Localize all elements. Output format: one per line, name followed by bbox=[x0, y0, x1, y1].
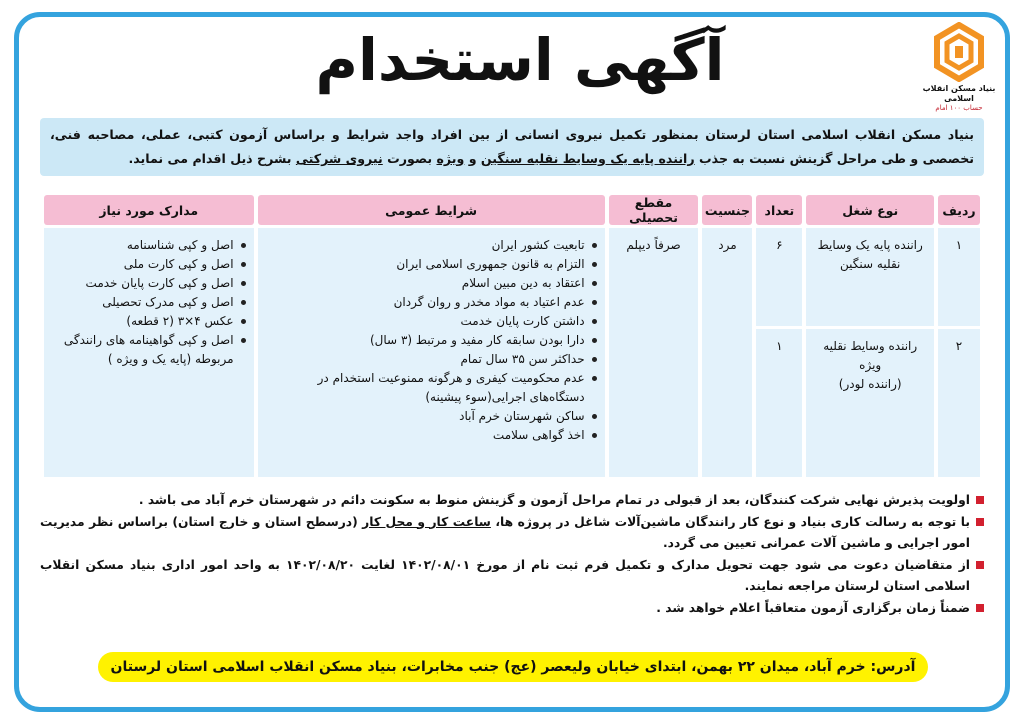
documents-list bbox=[50, 236, 248, 369]
page-title: آگهی استخدام bbox=[315, 26, 725, 94]
list-item: اصل و کپی گواهینامه های رانندگی مربوطه (پایه یک و ویژه ) bbox=[50, 331, 248, 369]
logo-sub-text: حساب ۱۰۰ امام bbox=[935, 104, 983, 112]
list-item: عدم محکومیت کیفری و هرگونه ممنوعیت استخدام در دستگاه‌های اجرایی(سوء پیشینه) bbox=[264, 369, 599, 407]
list-item: اخذ گواهی سلامت bbox=[264, 426, 599, 445]
gender-cell: مرد bbox=[702, 228, 752, 477]
list-item: اصل و کپی کارت ملی bbox=[50, 255, 248, 274]
job-type-line: راننده وسایط نقلیه ویژه bbox=[823, 339, 918, 372]
documents-cell bbox=[44, 228, 254, 477]
list-item: التزام به قانون جمهوری اسلامی ایران bbox=[264, 255, 599, 274]
list-item: حداکثر سن ۳۵ سال تمام bbox=[264, 350, 599, 369]
logo-org-text: بنیاد مسکن انقلاب اسلامی bbox=[922, 84, 996, 103]
intro-text: بصورت bbox=[382, 151, 437, 166]
list-item: اعتقاد به دین مبین اسلام bbox=[264, 274, 599, 293]
row-number: ۲ bbox=[938, 329, 980, 477]
note-item: اولویت پذیرش نهایی شرکت کنندگان، بعد از قبولی در تمام مراحل آزمون و گزینش منوط به سکونت دائم در شهرستان خرم آباد می باشد . bbox=[40, 490, 984, 512]
intro-highlight-special: ویژه bbox=[436, 151, 465, 166]
list-item: اصل و کپی مدرک تحصیلی bbox=[50, 293, 248, 312]
header-job-type: نوع شغل bbox=[806, 195, 934, 225]
header-conditions: شرایط عمومی bbox=[258, 195, 605, 225]
note-text: با توجه به رسالت کاری بنیاد و نوع کار رانندگان ماشین‌آلات شاغل در پروژه ها، bbox=[490, 514, 970, 529]
header-count: تعداد bbox=[756, 195, 802, 225]
intro-paragraph bbox=[40, 118, 984, 176]
header-education: مقطع تحصیلی bbox=[609, 195, 699, 225]
list-item: عکس ۴×۳ (۲ قطعه) bbox=[50, 312, 248, 331]
job-count: ۱ bbox=[756, 329, 802, 477]
table-row bbox=[44, 228, 980, 326]
conditions-cell bbox=[258, 228, 605, 477]
note-highlight: ساعت کار و محل کار bbox=[362, 514, 491, 529]
header-row-number: ردیف bbox=[938, 195, 980, 225]
note-item: ضمناً زمان برگزاری آزمون متعاقباً اعلام خواهد شد . bbox=[40, 598, 984, 620]
list-item: عدم اعتیاد به مواد مخدر و روان گردان bbox=[264, 293, 599, 312]
intro-text: بنیاد مسکن انقلاب اسلامی استان لرستان بمنظور تکمیل نیروی انسانی از بین افراد واجد شرایط و براساس آزمون کتبی، عملی، مصاحبه فنی، تخصصی و طی مراحل گزینش نسبت به جذب bbox=[50, 127, 974, 166]
education-cell: صرفاً دیپلم bbox=[609, 228, 699, 477]
header-gender: جنسیت bbox=[702, 195, 752, 225]
job-count: ۶ bbox=[756, 228, 802, 326]
job-type-line: (راننده لودر) bbox=[838, 377, 902, 391]
intro-highlight-heavy: راننده پایه یک وسایط نقلیه سنگین bbox=[480, 151, 695, 166]
list-item: داشتن کارت پایان خدمت bbox=[264, 312, 599, 331]
logo bbox=[920, 22, 998, 118]
list-item: ساکن شهرستان خرم آباد bbox=[264, 407, 599, 426]
list-item: تابعیت کشور ایران bbox=[264, 236, 599, 255]
row-number: ۱ bbox=[938, 228, 980, 326]
conditions-list bbox=[264, 236, 599, 445]
job-type: راننده پایه یک وسایط نقلیه سنگین bbox=[806, 228, 934, 326]
note-item: از متقاضیان دعوت می شود جهت تحویل مدارک و تکمیل فرم ثبت نام از مورخ ۱۴۰۲/۰۸/۰۱ لغایت ۱۴۰۲/۰۸/۲۰ به واحد امور اداری بنیاد مسکن انقلاب اسلامی استان لرستان مراجعه نمایند. bbox=[40, 555, 984, 598]
intro-highlight-contract: نیروی شرکتی bbox=[295, 151, 383, 166]
jobs-table bbox=[40, 192, 984, 480]
note-item bbox=[40, 512, 984, 555]
intro-text: بشرح ذیل اقدام می نماید. bbox=[128, 151, 296, 166]
address-banner: آدرس: خرم آباد، میدان ۲۲ بهمن، ابتدای خیابان ولیعصر (عج) جنب مخابرات، بنیاد مسکن انقلاب اسلامی استان لرستان bbox=[98, 652, 928, 682]
bonyad-maskan-logo-icon bbox=[933, 22, 985, 82]
list-item: اصل و کپی شناسنامه bbox=[50, 236, 248, 255]
list-item: دارا بودن سابقه کار مفید و مرتبط (۳ سال) bbox=[264, 331, 599, 350]
intro-text: و bbox=[464, 151, 481, 166]
note-text: (درسطح استان و خارج استان) براساس نظر مدیریت امور اجرایی و ماشین آلات عمرانی تعیین می گردد. bbox=[40, 514, 970, 550]
job-type bbox=[806, 329, 934, 477]
list-item: اصل و کپی کارت پایان خدمت bbox=[50, 274, 248, 293]
header-documents: مدارک مورد نیاز bbox=[44, 195, 254, 225]
notes-list bbox=[40, 490, 984, 619]
